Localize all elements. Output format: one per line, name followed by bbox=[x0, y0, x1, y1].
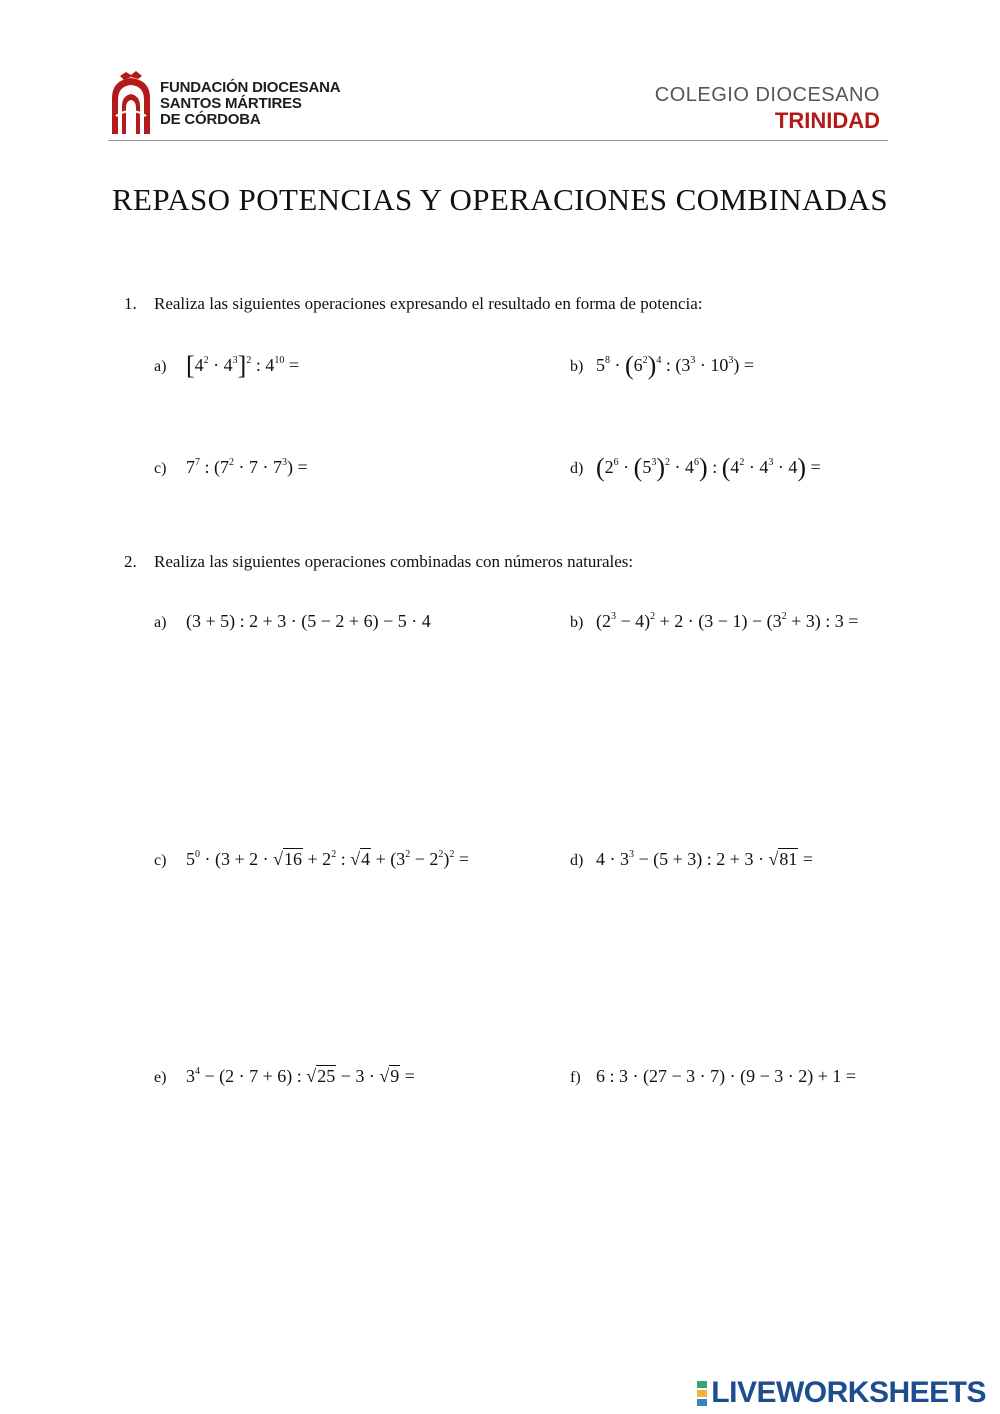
exercise-1d bbox=[570, 453, 821, 482]
school-sub-line: TRINIDAD bbox=[774, 108, 880, 133]
exercise-2e bbox=[154, 1066, 415, 1087]
foundation-line: FUNDACIÓN DIOCESANA bbox=[160, 79, 341, 96]
exercise-label: b) bbox=[570, 358, 584, 375]
liveworksheets-watermark bbox=[697, 1376, 986, 1410]
exercise-label: c) bbox=[154, 460, 167, 477]
math-expression: $[4^2 \cdot 4^3]^2$ : $4^{10}$ = bbox=[186, 351, 300, 380]
question-text: Realiza las siguientes operaciones combinadas con números naturales: bbox=[154, 552, 634, 571]
exercise-label: d) bbox=[570, 852, 584, 869]
math-expression: $7^7$ : $(7^2 \cdot 7 \cdot 7^3)$ = bbox=[186, 457, 308, 477]
school-name-line: COLEGIO DIOCESANO bbox=[654, 84, 880, 106]
exercise-label: e) bbox=[154, 1069, 167, 1086]
exercise-label: f) bbox=[570, 1069, 581, 1086]
foundation-logo-icon bbox=[108, 70, 154, 136]
foundation-name bbox=[160, 80, 340, 128]
math-expression: $3^4 - (2 \cdot 7 + 6)$ : √25 − 3 · √9 = bbox=[186, 1066, 415, 1086]
page-title: REPASO POTENCIAS Y OPERACIONES COMBINADAS bbox=[111, 182, 889, 217]
question-number: 1. bbox=[124, 294, 137, 313]
foundation-line: DE CÓRDOBA bbox=[160, 111, 261, 128]
exercise-label: d) bbox=[570, 460, 584, 477]
math-expression: $4 \cdot 3^3 - (5 + 3)$ : 2 + 3 · √81 = bbox=[596, 849, 813, 869]
question-1 bbox=[124, 294, 703, 314]
exercise-label: a) bbox=[154, 358, 167, 375]
exercise-label: c) bbox=[154, 852, 167, 869]
exercise-1c bbox=[154, 457, 308, 478]
school-name bbox=[655, 84, 880, 134]
math-expression: $5^0 \cdot (3 + 2 \cdot √16 + 2^2$ : $√4 + (3^2 - 2^2)^2$ = bbox=[186, 849, 470, 869]
math-expression: (3 + 5) : 2 + 3 · (5 − 2 + 6) − 5 · 4 bbox=[186, 611, 431, 631]
exercise-1a bbox=[154, 351, 300, 380]
liveworksheets-icon bbox=[697, 1380, 707, 1407]
exercise-2b bbox=[570, 611, 858, 632]
header-divider bbox=[108, 140, 888, 141]
exercise-label: b) bbox=[570, 614, 584, 631]
math-expression: $(2^6 \cdot (5^3)^2 \cdot 4^6)$ : $(4^2 \cdot 4^3 \cdot 4)$ = bbox=[596, 453, 821, 482]
exercise-1b bbox=[570, 351, 754, 380]
math-expression: 6 : 3 · (27 − 3 · 7) · (9 − 3 · 2) + 1 = bbox=[596, 1066, 857, 1086]
watermark-text: LIVEWORKSHEETS bbox=[711, 1376, 986, 1409]
foundation-line: SANTOS MÁRTIRES bbox=[160, 95, 302, 112]
math-expression: $(2^3 - 4)^2 + 2 \cdot (3 - 1) - (3^2 + 3)$ : 3 = bbox=[596, 611, 859, 631]
math-expression: $5^8 \cdot (6^2)^4$ : $(3^3 \cdot 10^3)$ = bbox=[596, 351, 754, 380]
exercise-label: a) bbox=[154, 614, 167, 631]
exercise-2d bbox=[570, 849, 813, 870]
exercise-2f bbox=[570, 1066, 856, 1087]
question-text: Realiza las siguientes operaciones expresando el resultado en forma de potencia: bbox=[154, 294, 703, 313]
exercise-2c bbox=[154, 849, 469, 870]
exercise-2a bbox=[154, 611, 431, 632]
question-number: 2. bbox=[124, 552, 137, 571]
question-2 bbox=[124, 552, 633, 572]
